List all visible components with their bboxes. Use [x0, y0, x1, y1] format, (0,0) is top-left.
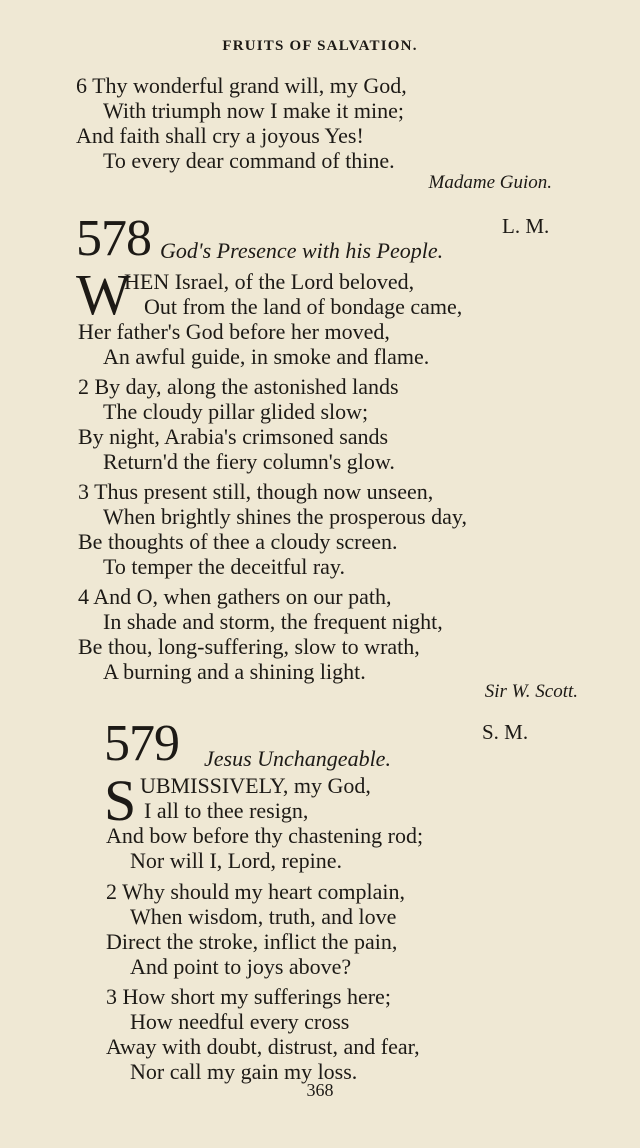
verse-line: Return'd the fiery column's glow. [103, 449, 395, 474]
verse-line: How needful every cross [130, 1009, 350, 1034]
verse-line: Nor will I, Lord, repine. [130, 848, 342, 873]
verse-line: Direct the stroke, inflict the pain, [106, 929, 398, 954]
drop-cap: W [76, 262, 131, 327]
verse-line: And bow before thy chastening rod; [106, 823, 424, 848]
verse-line: Her father's God before her moved, [78, 319, 390, 344]
verse-line: To every dear command of thine. [103, 148, 395, 173]
drop-cap: S [104, 768, 137, 833]
page-number: 368 [306, 1080, 334, 1100]
verse-line: To temper the deceitful ray. [103, 554, 345, 579]
verse-line: An awful guide, in smoke and flame. [103, 344, 430, 369]
hymn-title: God's Presence with his People. [160, 238, 444, 263]
verse-line: 2 Why should my heart complain, [106, 879, 405, 904]
verse-line: Out from the land of bondage came, [144, 294, 463, 319]
running-header: FRUITS OF SALVATION. [222, 38, 418, 54]
verse-line: 3 Thus present still, though now unseen, [78, 479, 434, 504]
hymn-meter: S. M. [482, 720, 529, 744]
verse-line: When brightly shines the prosperous day, [103, 504, 467, 529]
verse-line: And point to joys above? [130, 954, 352, 979]
author-attribution: Sir W. Scott. [484, 681, 578, 702]
hymn-number: 578 [76, 210, 151, 267]
verse-line: 2 By day, along the astonished lands [78, 374, 399, 399]
verse-line: I all to thee resign, [144, 798, 309, 823]
verse-line: And faith shall cry a joyous Yes! [76, 123, 364, 148]
verse-line: Nor call my gain my loss. [130, 1059, 358, 1084]
verse-line: With triumph now I make it mine; [103, 98, 404, 123]
hymn-number: 579 [104, 715, 179, 772]
verse-line: By night, Arabia's crimsoned sands [78, 424, 389, 449]
hymn-title: Jesus Unchangeable. [204, 746, 391, 771]
verse-line: 3 How short my sufferings here; [106, 984, 391, 1009]
verse-line: 4 And O, when gathers on our path, [78, 584, 392, 609]
hymn-meter: L. M. [502, 214, 550, 238]
verse-line: The cloudy pillar glided slow; [103, 399, 369, 424]
verse-line: When wisdom, truth, and love [130, 904, 397, 929]
verse-line: In shade and storm, the frequent night, [103, 609, 443, 634]
verse-line: A burning and a shining light. [103, 659, 366, 684]
verse-line: UBMISSIVELY, my God, [140, 773, 371, 798]
verse-line: Be thou, long-suffering, slow to wrath, [78, 634, 420, 659]
verse-line: HEN Israel, of the Lord beloved, [124, 269, 415, 294]
author-attribution: Madame Guion. [428, 172, 552, 193]
verse-line: Away with doubt, distrust, and fear, [106, 1034, 420, 1059]
verse-line: 6 Thy wonderful grand will, my God, [76, 73, 407, 98]
verse-line: Be thoughts of thee a cloudy screen. [78, 529, 398, 554]
